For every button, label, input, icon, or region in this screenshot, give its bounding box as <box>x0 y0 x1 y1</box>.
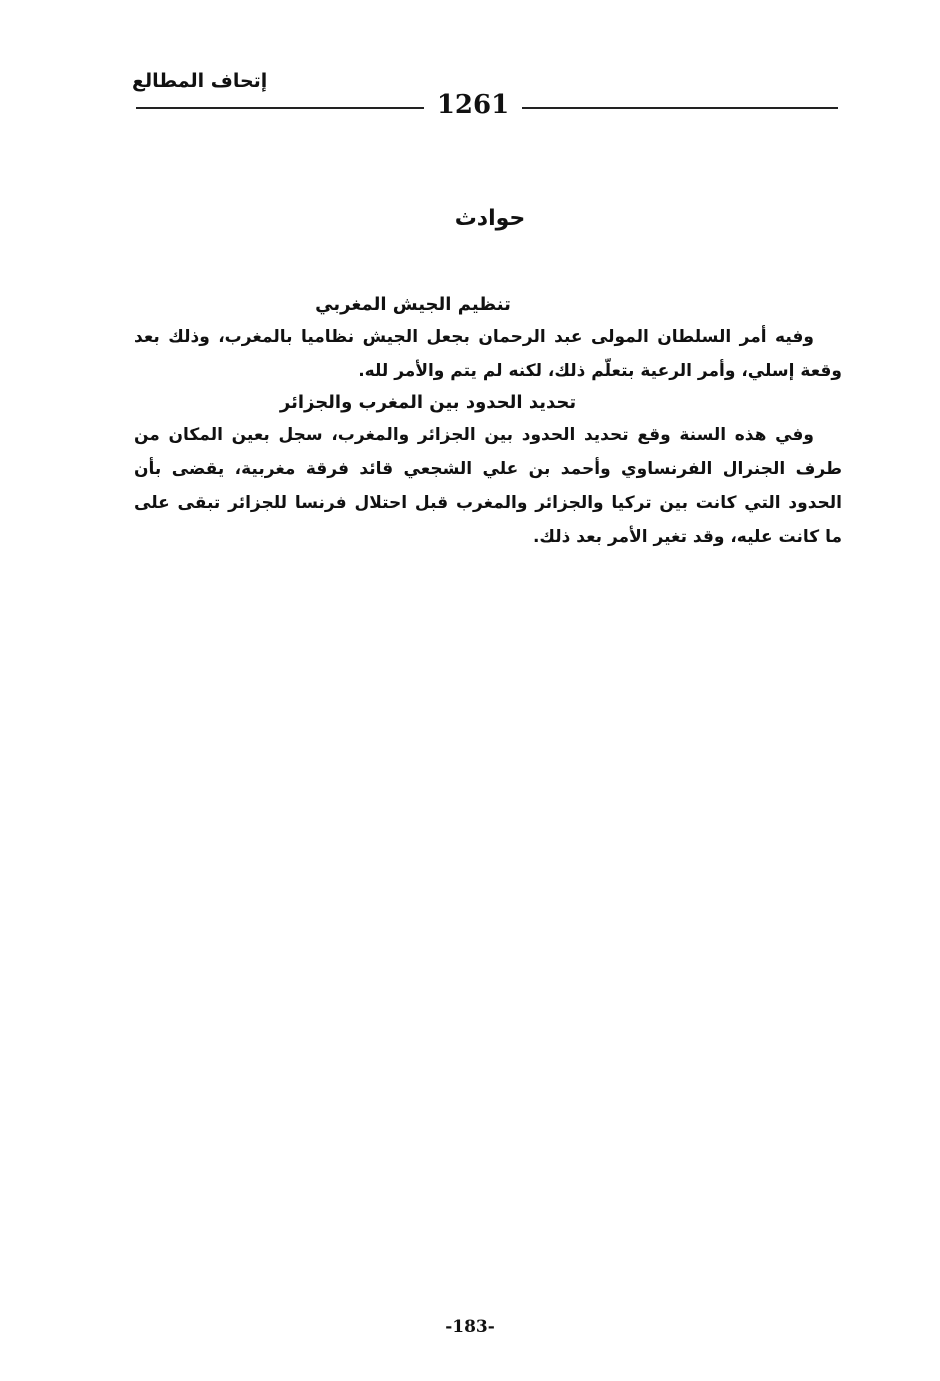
book-title: إتحاف المطالع <box>132 70 268 92</box>
section-title: حوادث <box>454 206 526 231</box>
subheading-border-demarcation: تحديد الحدود بين المغرب والجزائر <box>279 392 577 413</box>
page-body <box>134 290 842 554</box>
subheading-army-organization: تنظيم الجيش المغربي <box>315 294 511 315</box>
header-rule-right <box>522 107 838 109</box>
page-number: -183- <box>445 1317 495 1337</box>
paragraph-border-demarcation: وفي هذه السنة وقع تحديد الحدود بين الجزائر والمغرب، سجل بعين المكان من طرف الجنرال الفرنساوي وأحمد بن علي الشجعي قائد فرقة مغربية، يقضى بأن الحدود التي كانت بين تركيا والجزائر والمغرب قبل احتلال فرنسا للجزائر تبقى على ما كانت عليه، وقد تغير الأمر بعد ذلك. <box>134 425 842 547</box>
paragraph-army-organization: وفيه أمر السلطان المولى عبد الرحمان بجعل الجيش نظاميا بالمغرب، وذلك بعد وقعة إسلي، وأمر الرعية بتعلّم ذلك، لكنه لم يتم والأمر لله. <box>134 327 842 381</box>
header-rule-left <box>136 107 424 109</box>
year-heading: 1261 <box>436 90 510 120</box>
